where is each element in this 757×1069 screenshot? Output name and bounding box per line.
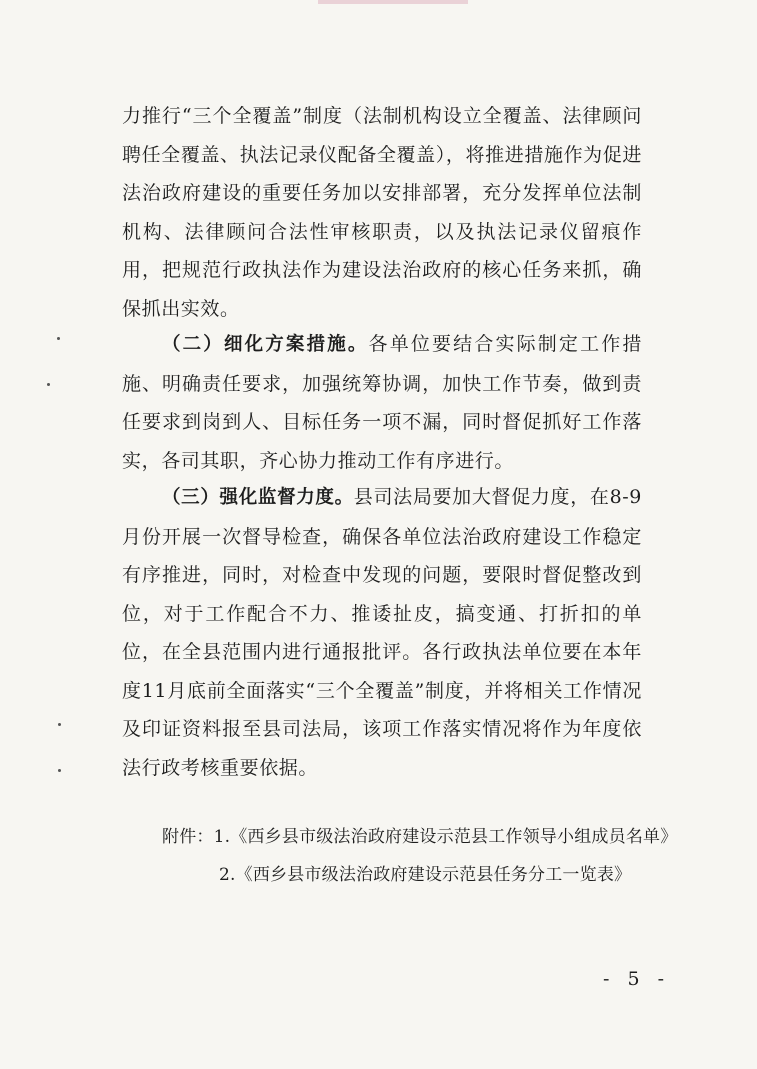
attachments-line-2 xyxy=(219,860,631,885)
binding-mark xyxy=(318,0,468,4)
section-paragraph xyxy=(122,478,642,787)
page-number: - 5 - xyxy=(603,968,671,990)
section-body: 县司法局要加大督促力度，在8-9月份开展一次督导检查，确保各单位法治政府建设工作稳定有序推进，同时，对检查中发现的问题，要限时督促整改到位，对于工作配合不力、推诿扯皮，搞变通、打折扣的单位，在全县范围内进行通报批评。各行政执法单位要在本年度11月底前全面落实“三个全覆盖”制度，并将相关工作情况及印证资料报至县司法局，该项工作落实情况将作为年度依法行政考核重要依据。 xyxy=(122,486,642,779)
paragraph-continuation xyxy=(122,97,642,328)
margin-mark xyxy=(58,769,61,772)
section-body: 各单位要结合实际制定工作措施、明确责任要求，加强统筹协调，加快工作节奏，做到责任要求到岗到人、目标任务一项不漏，同时督促抓好工作落实，各司其职，齐心协力推动工作有序进行。 xyxy=(122,333,642,472)
attachment-item: 2.《西乡县市级法治政府建设示范县任务分工一览表》 xyxy=(219,865,632,885)
margin-mark xyxy=(47,383,50,386)
section-heading: （二）细化方案措施。 xyxy=(162,334,369,355)
section-paragraph xyxy=(122,325,642,480)
attachments-line-1 xyxy=(162,822,677,847)
attachment-item: 1.《西乡县市级法治政府建设示范县工作领导小组成员名单》 xyxy=(213,827,678,847)
section-strengthen-supervision xyxy=(122,478,642,787)
section-heading: （三）强化监督力度。 xyxy=(162,487,354,508)
attachments-label: 附件： xyxy=(162,827,214,847)
section-refine-measures xyxy=(122,325,642,480)
margin-mark xyxy=(57,337,60,340)
paragraph-text: 力推行“三个全覆盖”制度（法制机构设立全覆盖、法律顾问聘任全覆盖、执法记录仪配备全覆盖），将推进措施作为促进法治政府建设的重要任务加以安排部署，充分发挥单位法制机构、法律顾问合法性审核职责，以及执法记录仪留痕作用，把规范行政执法作为建设法治政府的核心任务来抓，确保抓出实效。 xyxy=(122,105,642,320)
margin-mark xyxy=(58,723,61,726)
